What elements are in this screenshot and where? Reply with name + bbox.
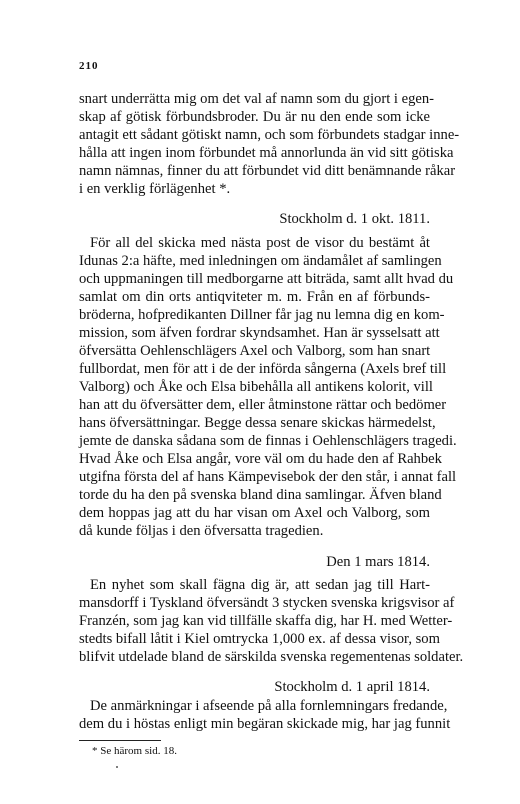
text-line: snart underrätta mig om det val af namn som du gjort i egen-	[79, 91, 435, 107]
footnote: * Se härom sid. 18.	[92, 745, 177, 757]
text-line: och uppmaningen till medborgarne att biträda, samt allt hvad du	[79, 271, 454, 287]
dateline: Den 1 mars 1814.	[326, 554, 430, 570]
text-line: hålla att ingen inom förbundet må annorlunda än vid sitt götiska	[79, 145, 454, 161]
text-line: Valborg) och Åke och Elsa bibehålla all antikens kolorit, vill	[79, 379, 433, 395]
print-speck	[116, 766, 118, 768]
text-line: mission, som äfven fordrar skyndsamhet. Han är sysselsatt att	[79, 325, 440, 341]
text-line: utgifna första del af hans Kämpevisebok der den står, i annat fall	[79, 469, 457, 485]
text-line: mansdorff i Tyskland öfversändt 3 stycken svenska krigsvisor af	[79, 595, 455, 611]
text-line: För all del skicka med nästa post de visor du bestämt åt	[90, 235, 430, 251]
text-line: hans öfversättningar. Begge dessa senare skickas härmedelst,	[79, 415, 436, 431]
text-line: dem hoppas jag att du har visan om Axel och Valborg, som	[79, 505, 430, 521]
dateline: Stockholm d. 1 april 1814.	[274, 679, 430, 695]
text-line: skap af götisk förbundsbroder. Du är nu den ende som icke	[79, 109, 430, 125]
text-line: De anmärkningar i afseende på alla fornlemningars fredande,	[90, 698, 448, 714]
text-line: antagit ett sådant götiskt namn, och som förbundets stadgar inne-	[79, 127, 460, 143]
text-line: namn nämnas, finner du att förbundet vid ditt benämnande råkar	[79, 163, 456, 179]
dateline: Stockholm d. 1 okt. 1811.	[279, 211, 430, 227]
text-line: då kunde följas i den öfversatta tragedien.	[79, 523, 324, 539]
footnote-rule	[79, 740, 161, 741]
text-line: han att du öfversätter dem, eller åtminstone rättar och bedömer	[79, 397, 447, 413]
text-line: Hvad Åke och Elsa angår, vore väl om du hade den af Rahbek	[79, 451, 442, 467]
text-line: stedts bifall låtit i Kiel omtrycka 1,000 ex. af dessa visor, som	[79, 631, 440, 647]
text-line: En nyhet som skall fägna dig är, att sedan jag till Hart-	[90, 577, 430, 593]
text-line: dem du i höstas enligt min begäran skickade mig, har jag funnit	[79, 716, 451, 732]
text-line: i en verklig förlägenhet *.	[79, 181, 231, 197]
text-line: fullbordat, men för att i de der införda sångerna (Axels bref till	[79, 361, 447, 377]
text-line: torde du ha den på svenska bland dina samlingar. Äfven bland	[79, 487, 442, 503]
page-number: 210	[79, 60, 99, 72]
text-line: bröderna, hofpredikanten Dillner får jag nu lemna dig en kom-	[79, 307, 445, 323]
text-line: blifvit utdelade bland de särskilda svenska regementenas soldater.	[79, 649, 464, 665]
text-line: öfversätta Oehlenschlägers Axel och Valborg, som han snart	[79, 343, 431, 359]
text-line: jemte de danska sådana som de finnas i Oehlenschlägers tragedi.	[79, 433, 457, 449]
text-line: Franzén, som jag kan vid tillfälle skaffa dig, har H. med Wetter-	[79, 613, 453, 629]
text-line: samlat om din orts antiqviteter m. m. Från en af förbunds-	[79, 289, 430, 305]
text-line: Idunas 2:a häfte, med inledningen om ändamålet af samlingen	[79, 253, 442, 269]
